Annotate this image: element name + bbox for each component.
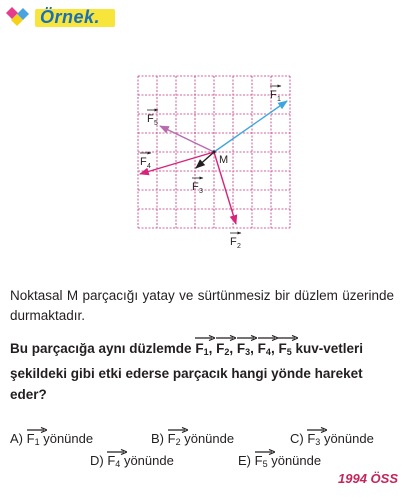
svg-text:F: F: [230, 236, 237, 248]
question-part-1: Bu parçacığa aynı düzlemde: [10, 341, 192, 356]
label-f5: [147, 110, 158, 127]
option-c-vector: $F_3$: [307, 430, 320, 451]
svg-text:1: 1: [277, 96, 281, 103]
point-m-dot: [212, 150, 215, 153]
svg-text:3: 3: [199, 188, 203, 195]
force-f3-symbol: $F_3$: [237, 338, 250, 363]
label-f3: [192, 178, 203, 195]
svg-text:F: F: [140, 156, 147, 168]
option-b[interactable]: B) $F_2$ yönünde: [151, 430, 234, 451]
vector-f1-arrow: [214, 101, 287, 152]
force-f4-symbol: $F_4$: [258, 338, 271, 363]
force-f1-symbol: $F_1$: [195, 338, 208, 363]
question-part-2: kuv-vetleri şekildeki gibi etki ederse parçacık hangi yönde hareket eder?: [10, 341, 364, 402]
option-a[interactable]: A) $F_1$ yönünde: [10, 430, 93, 451]
option-d-vector: $F_4$: [107, 452, 120, 473]
svg-text:2: 2: [237, 243, 241, 250]
svg-text:F: F: [270, 89, 277, 101]
option-a-vector: $F_1$: [27, 430, 40, 451]
question-text: Bu parçacığa aynı düzlemde $F_1$ , $F_2$ , $F_3$ , $F_4$ , $F_5$ kuv-vetleri şekildeki gibi etki ederse parçacık hangi yönde hareket eder?: [10, 338, 402, 405]
svg-text:4: 4: [147, 163, 151, 170]
label-f4: [140, 153, 151, 170]
option-e[interactable]: E) $F_5$ yönünde: [238, 452, 321, 473]
exam-source: 1994 ÖSS: [338, 471, 398, 486]
option-b-vector: $F_2$: [168, 430, 181, 451]
force-f5-symbol: $F_5$: [278, 338, 291, 363]
problem-statement: Noktasal M parçacığı yatay ve sürtünmesiz bir düzlem üzerinde durmaktadır.: [10, 288, 394, 323]
force-f2-symbol: $F_2$: [216, 338, 229, 363]
option-d[interactable]: D) $F_4$ yönünde: [90, 452, 174, 473]
svg-text:F: F: [192, 181, 199, 193]
svg-text:5: 5: [154, 120, 158, 127]
vector-f5-arrow: [160, 126, 214, 152]
svg-text:F: F: [147, 113, 154, 125]
logo-text: Örnek.: [40, 7, 101, 27]
option-c[interactable]: C) $F_3$ yönünde: [290, 430, 374, 451]
label-f1: [270, 86, 281, 103]
point-m-label: M: [219, 154, 229, 166]
label-f2: [230, 233, 241, 250]
option-e-vector: $F_5$: [255, 452, 268, 473]
